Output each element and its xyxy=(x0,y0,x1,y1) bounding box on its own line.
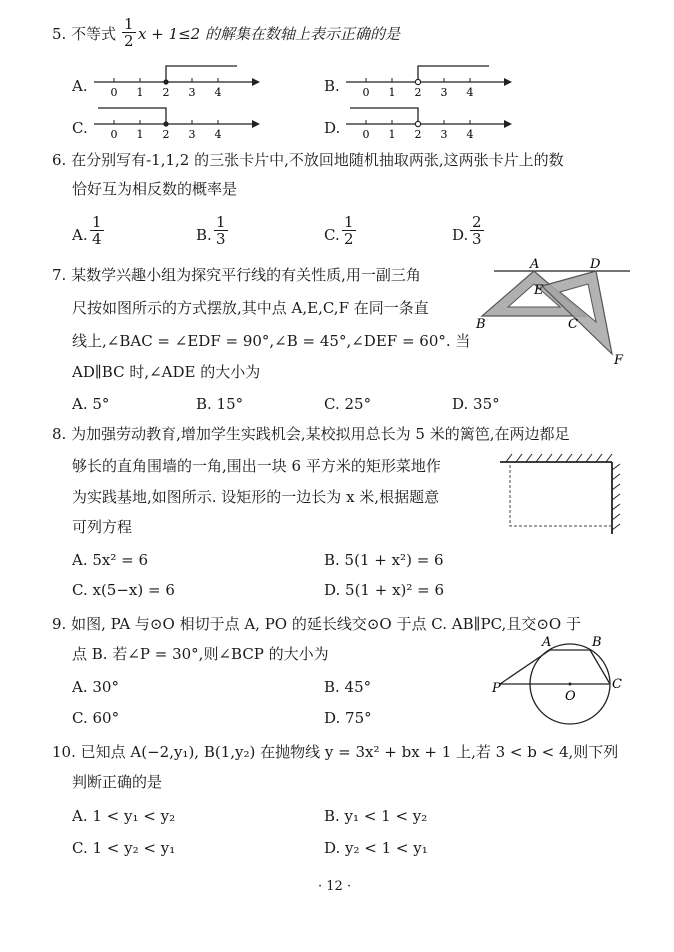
q9-option-c: C. 60° xyxy=(72,709,120,727)
q6-line1: 6. 在分别写有-1,1,2 的三张卡片中,不放回地随机抽取两张,这两张卡片上的数 xyxy=(52,151,564,169)
label-c: C xyxy=(612,677,622,692)
q9-line2: 点 B. 若∠P = 30°,则∠BCP 的大小为 xyxy=(72,645,329,663)
tick-label: 2 xyxy=(414,128,422,141)
frac-den: 3 xyxy=(216,230,226,248)
q5-frac-den: 2 xyxy=(124,32,134,50)
q7-line2: 尺按如图所示的方式摆放,其中点 A,E,C,F 在同一条直 xyxy=(72,299,429,317)
label-e: E xyxy=(534,283,544,298)
q5-option-d-letter: D. xyxy=(324,119,341,137)
tick-label: 4 xyxy=(214,128,222,141)
q7-option-c: C. 25° xyxy=(324,395,372,413)
frac-num: 1 xyxy=(344,213,354,231)
q5-frac-num: 1 xyxy=(124,15,134,33)
q8-option-a: A. 5x² = 6 xyxy=(72,551,149,569)
number-line-a xyxy=(92,60,262,106)
q5-option-c-letter: C. xyxy=(72,119,88,137)
tick-label: 3 xyxy=(440,128,448,141)
q7-option-a: A. 5° xyxy=(72,395,110,413)
label-o: O xyxy=(565,689,576,704)
q7-option-b: B. 15° xyxy=(196,395,244,413)
tick-label: 3 xyxy=(188,128,196,141)
q5-prefix: 5. 不等式 xyxy=(52,25,117,43)
q6-option-a-fraction xyxy=(90,214,104,247)
q8-line2: 够长的直角围墙的一角,围出一块 6 平方米的矩形菜地作 xyxy=(72,457,441,475)
q10-option-d: D. y₂ < 1 < y₁ xyxy=(324,839,428,857)
frac-num: 1 xyxy=(216,213,226,231)
q6-option-b-fraction xyxy=(214,214,228,247)
label-c: C xyxy=(568,317,578,332)
tick-label: 2 xyxy=(414,86,422,99)
tick-label: 1 xyxy=(388,128,396,141)
q5-fraction xyxy=(122,16,136,49)
q8-corner-wall-figure xyxy=(496,448,630,540)
q8-option-c: C. x(5−x) = 6 xyxy=(72,581,175,599)
q5-option-b-letter: B. xyxy=(324,77,340,95)
label-d: D xyxy=(590,257,601,272)
tick-label: 4 xyxy=(214,86,222,99)
number-line-c xyxy=(92,102,262,148)
q9-option-a: A. 30° xyxy=(72,678,119,696)
q6-option-a-letter: A. xyxy=(72,226,88,244)
number-line-b xyxy=(344,60,514,106)
tick-label: 4 xyxy=(466,86,474,99)
label-b: B xyxy=(592,635,602,650)
q9-option-b: B. 45° xyxy=(324,678,372,696)
number-line-d xyxy=(344,102,514,148)
q6-line2: 恰好互为相反数的概率是 xyxy=(72,180,238,198)
tick-label: 3 xyxy=(440,86,448,99)
q10-option-c: C. 1 < y₂ < y₁ xyxy=(72,839,176,857)
frac-num: 1 xyxy=(92,213,102,231)
q7-line1: 7. 某数学兴趣小组为探究平行线的有关性质,用一副三角 xyxy=(52,266,421,284)
q5-option-a-letter: A. xyxy=(72,77,88,95)
frac-den: 3 xyxy=(472,230,482,248)
page-number: · 12 · xyxy=(318,879,352,894)
label-p: P xyxy=(492,681,501,696)
q7-option-d: D. 35° xyxy=(452,395,500,413)
q8-option-b: B. 5(1 + x²) = 6 xyxy=(324,551,444,569)
q10-option-a: A. 1 < y₁ < y₂ xyxy=(72,807,176,825)
q5-stem-rest: x + 1≤2 的解集在数轴上表示正确的是 xyxy=(138,25,400,43)
label-a: A xyxy=(542,635,552,650)
label-b: B xyxy=(476,317,486,332)
q10-line2: 判断正确的是 xyxy=(72,773,163,791)
q7-line3: 线上,∠BAC = ∠EDF = 90°,∠B = 45°,∠DEF = 60°. 当 xyxy=(72,332,471,350)
tick-label: 0 xyxy=(110,128,118,141)
frac-den: 2 xyxy=(344,230,354,248)
q6-option-b-letter: B. xyxy=(196,226,212,244)
tick-label: 0 xyxy=(362,128,370,141)
frac-den: 4 xyxy=(92,230,102,248)
q6-option-c-fraction xyxy=(342,214,356,247)
q10-option-b: B. y₁ < 1 < y₂ xyxy=(324,807,428,825)
q8-line4: 可列方程 xyxy=(72,518,133,536)
tick-label: 1 xyxy=(136,86,144,99)
tick-label: 1 xyxy=(388,86,396,99)
tick-label: 4 xyxy=(466,128,474,141)
label-f: F xyxy=(614,353,624,368)
tick-label: 1 xyxy=(136,128,144,141)
q7-line4: AD∥BC 时,∠ADE 的大小为 xyxy=(72,363,261,381)
q10-line1: 10. 已知点 A(−2,y₁), B(1,y₂) 在抛物线 y = 3x² + bx + 1 上,若 3 < b < 4,则下列 xyxy=(52,743,619,761)
q8-line1: 8. 为加强劳动教育,增加学生实践机会,某校拟用总长为 5 米的篱笆,在两边都足 xyxy=(52,425,570,443)
tick-label: 2 xyxy=(162,128,170,141)
tick-label: 0 xyxy=(110,86,118,99)
tick-label: 3 xyxy=(188,86,196,99)
tick-label: 2 xyxy=(162,86,170,99)
q9-circle-tangent-figure xyxy=(490,634,634,746)
q9-option-d: D. 75° xyxy=(324,709,372,727)
q9-line1: 9. 如图, PA 与⊙O 相切于点 A, PO 的延长线交⊙O 于点 C. AB∥PC,且交⊙O 于 xyxy=(52,615,581,633)
frac-num: 2 xyxy=(472,213,482,231)
tick-label: 0 xyxy=(362,86,370,99)
q8-option-d: D. 5(1 + x)² = 6 xyxy=(324,581,445,599)
q7-triangle-figure xyxy=(474,254,634,370)
q8-line3: 为实践基地,如图所示. 设矩形的一边长为 x 米,根据题意 xyxy=(72,488,440,506)
q6-option-d-letter: D. xyxy=(452,226,469,244)
q6-option-d-fraction xyxy=(470,214,484,247)
q6-option-c-letter: C. xyxy=(324,226,340,244)
label-a: A xyxy=(530,257,540,272)
